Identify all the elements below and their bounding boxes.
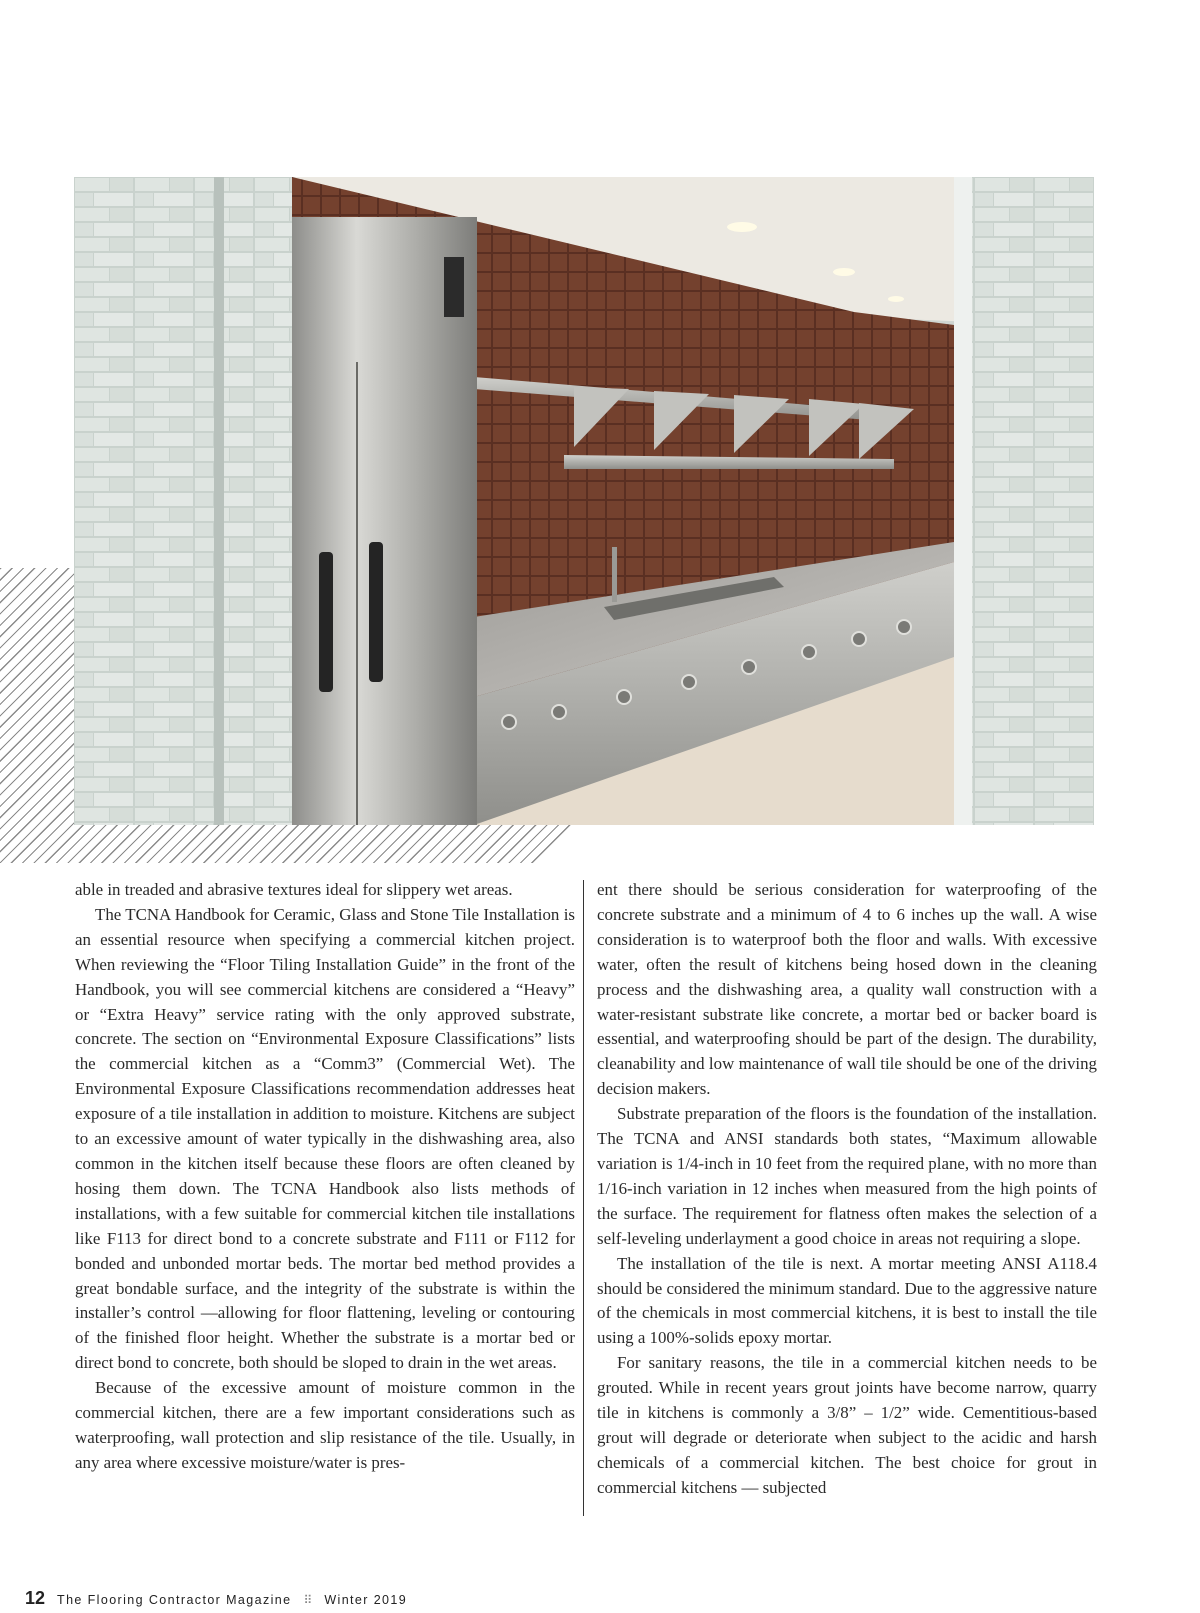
footer-separator: ⠿ [303, 1593, 313, 1607]
paragraph: Substrate preparation of the floors is the foundation of the installation. The TCNA and ANSI standards both states, “Maximum allowable variation is 1/4-inch in 10 feet from the required plane, with no more than 1/16-inch variation in 12 inches when measured from the high points of the surface. The requirement for flatness often makes the selection of a self-leveling underlayment a good choice in areas not requiring a slope. [597, 1104, 1097, 1248]
paragraph: The TCNA Handbook for Ceramic, Glass and Stone Tile Installation is an essential resource when specifying a commercial kitchen project. When reviewing the “Floor Tiling Installation Guide” in the front of the Handbook, you will see commercial kitchens are considered a “Heavy” or “Extra Heavy” service rating with the only approved substrate, concrete. The section on “Environmental Exposure Classifications” lists the commercial kitchen as a “Comm3” (Commercial Wet). The Environmental Exposure Classifications recommendation addresses heat exposure of a tile installation in addition to moisture. Kitchens are subject to an excessive amount of water typically in the dishwashing area, also common in the kitchen itself because these floors are often cleaned by hosing them down. The TCNA Handbook also lists methods of installations, with a few suitable for commercial kitchen tile installations like F113 for direct bond to a concrete substrate and F111 or F112 for bonded and unbonded mortar beds. The mortar bed method provides a great bondable surface, and the integrity of the substrate is within the installer’s control —allowing for floor flattening, leveling or contouring of the finished floor height. Whether the substrate is a mortar bed or direct bond to concrete, both should be sloped to drain in the wet areas. [75, 904, 575, 1373]
issue-date: Winter 2019 [324, 1593, 408, 1607]
refrigerator-handle [369, 542, 383, 682]
left-tile-wall [74, 177, 292, 825]
page-number: 12 [25, 1588, 46, 1608]
refrigerator-handle [319, 552, 333, 692]
cabinet-handle [897, 620, 911, 634]
cabinet-handle [802, 645, 816, 659]
paragraph: able in treaded and abrasive textures ideal for slippery wet areas. [75, 880, 513, 899]
magazine-name: The Flooring Contractor Magazine [57, 1593, 292, 1607]
article-column-left [75, 878, 575, 1476]
cabinet-handle [552, 705, 566, 719]
wall-corner [214, 177, 224, 825]
right-wall-edge [954, 177, 972, 825]
cabinet-handle [617, 690, 631, 704]
ceiling-light [833, 268, 855, 276]
page-footer [25, 1588, 407, 1609]
column-divider [583, 880, 584, 1516]
kitchen-photo [74, 177, 1094, 825]
paragraph: ent there should be serious consideration for waterproofing of the concrete substrate and a minimum of 4 to 6 inches up the wall. A wise consideration is to waterproof both the floor and walls. With excessive water, often the result of kitchens being hosed down in the cleaning process and the dishwashing area, a quality wall construction with a water-resistant substrate like concrete, a mortar bed or backer board is essential, and waterproofing should be part of the design. The durability, cleanability and low maintenance of wall tile should be one of the driving decision makers. [597, 880, 1097, 1099]
cabinet-handle [682, 675, 696, 689]
paragraph: For sanitary reasons, the tile in a commercial kitchen needs to be grouted. While in recent years grout joints have become narrow, quarry tile in kitchens is commonly a 3/8” – 1/2” wide. Cementitious-based grout will degrade or deteriorate when subject to the acidic and harsh chemicals of a commercial kitchen. The best choice for grout in commercial kitchens — subjected [597, 1353, 1097, 1497]
right-tile-wall [954, 177, 1094, 825]
article-column-right [597, 878, 1097, 1501]
paragraph: The installation of the tile is next. A mortar meeting ANSI A118.4 should be considered the minimum standard. Due to the aggressive nature of the chemicals in most commercial kitchens, it is best to install the tile using a 100%-solids epoxy mortar. [597, 1253, 1097, 1348]
cabinet-handle [852, 632, 866, 646]
cabinet-handle [742, 660, 756, 674]
refrigerator-display [444, 257, 464, 317]
cabinet-handle [502, 715, 516, 729]
paragraph: Because of the excessive amount of moisture common in the commercial kitchen, there are a few important considerations such as waterproofing, wall protection and slip resistance of the tile. Usually, in any area where excessive moisture/water is pres- [75, 1378, 575, 1472]
faucet [612, 547, 617, 602]
ceiling-light [727, 222, 757, 232]
ceiling-light [888, 296, 904, 302]
